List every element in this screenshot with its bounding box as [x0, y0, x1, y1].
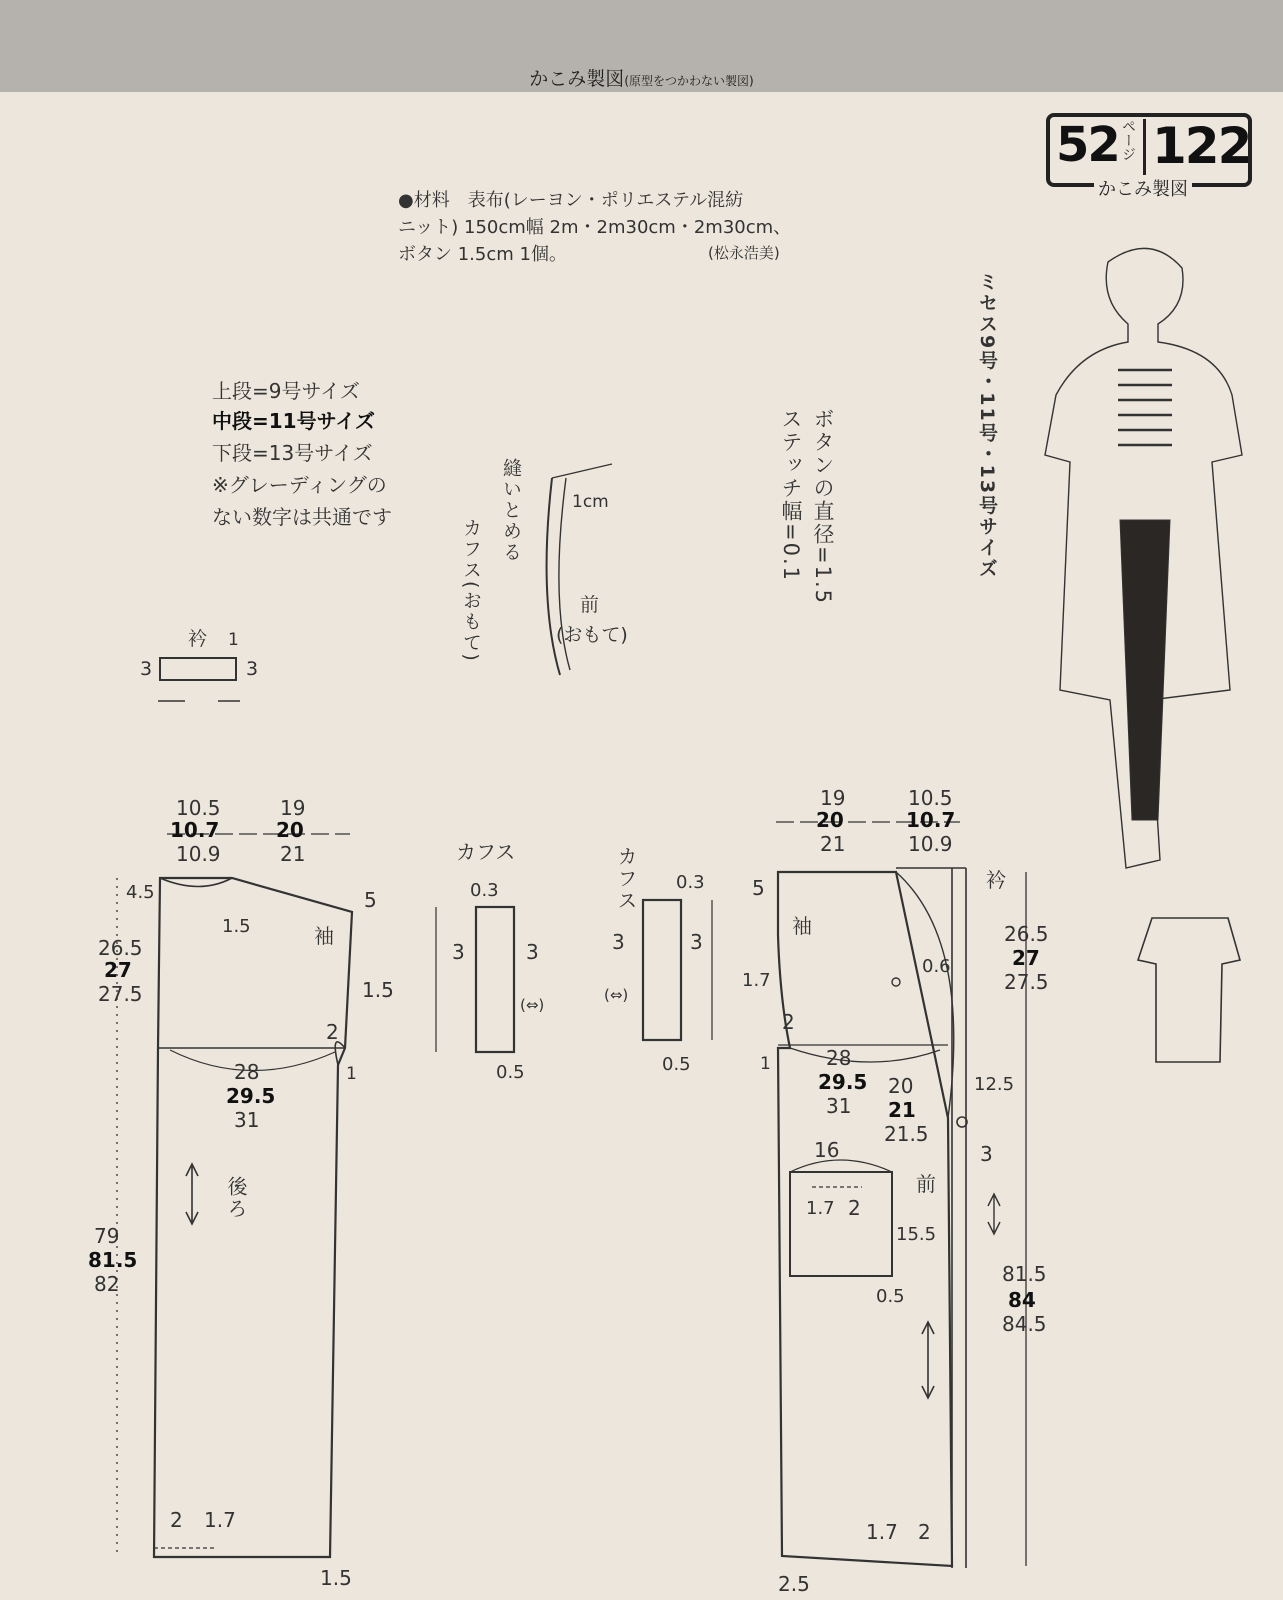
front-width-shoulder-11: 20 [816, 808, 844, 832]
back-height-11: 27 [104, 958, 132, 982]
materials-line-2: ニット) 150cm幅 2m・2m30cm・2m30cm、 [398, 217, 792, 238]
back-d45: 4.5 [126, 882, 155, 903]
back-d15b: 1.5 [362, 978, 394, 1002]
front-hem-2: 2 [918, 1520, 931, 1544]
front-pocket-05: 0.5 [876, 1286, 905, 1307]
cuff2-b: 3 [690, 930, 703, 954]
back-chest-9: 28 [234, 1060, 260, 1084]
front-grain-arrow [922, 1322, 934, 1398]
materials-line-1: ●材料 表布(レーヨン・ポリエステル混紡 [398, 190, 744, 211]
front-d125: 12.5 [974, 1074, 1015, 1095]
front-pocket-top [790, 1160, 892, 1172]
back-d15a: 1.5 [222, 916, 251, 937]
button-note-stitch: ステッチ幅=0.1 [779, 408, 803, 582]
front-chest-arc [790, 1048, 940, 1062]
front-d5: 5 [752, 876, 765, 900]
badge-number: 122 [1152, 117, 1251, 175]
back-width-top-11: 10.7 [170, 818, 220, 842]
cuff-piece-2 [643, 900, 681, 1040]
model-stripes [1118, 370, 1172, 445]
front-d06: 0.6 [922, 956, 951, 977]
cuff1-bottom: 0.5 [496, 1062, 525, 1083]
front-fold-arrow [988, 1194, 1000, 1234]
materials-line-3: ボタン 1.5cm 1個。 [398, 244, 567, 265]
sizes-vertical: ミセス9号・11号・13号サイズ [976, 272, 998, 580]
back-d5: 5 [364, 888, 377, 912]
front-width-neck-11: 10.7 [906, 808, 956, 832]
back-width-shoulder-13: 21 [280, 842, 306, 866]
front-pocket-2: 2 [848, 1196, 861, 1220]
front-d3: 3 [980, 1142, 993, 1166]
front-height-11: 27 [1012, 946, 1040, 970]
cuff1-fold: (⇔) [520, 996, 545, 1014]
cuff1-top: 0.3 [470, 880, 499, 901]
badge-page-label: ページ [1120, 119, 1136, 161]
front-buttonhole-mark [892, 978, 900, 986]
collar-d3b: 3 [246, 658, 259, 680]
back-length-13: 82 [94, 1272, 120, 1296]
cuff-detail-front-sub: (おもて) [556, 624, 628, 646]
back-chest-13: 31 [234, 1108, 260, 1132]
legend-upper: 上段=9号サイズ [212, 379, 360, 403]
cuff-detail-stitch: 縫いとめる [500, 458, 522, 563]
header-title: かこみ製図 [529, 68, 625, 90]
back-width-top-13: 10.9 [176, 842, 221, 866]
front-pos-13: 21.5 [884, 1122, 929, 1146]
front-hem-17: 1.7 [866, 1520, 898, 1544]
front-pocket-155: 15.5 [896, 1224, 937, 1245]
back-hem-2: 2 [170, 1508, 183, 1532]
collar-label: 衿 [188, 628, 208, 650]
front-d25: 2.5 [778, 1572, 810, 1596]
header-subtitle: (原型をつかわない製図) [624, 74, 754, 88]
front-pos-9: 20 [888, 1074, 914, 1098]
front-width-shoulder-13: 21 [820, 832, 846, 856]
back-width-shoulder-11: 20 [276, 818, 304, 842]
front-chest-11: 29.5 [818, 1070, 868, 1094]
front-grain-label: 前 [916, 1172, 936, 1196]
front-width-neck-9: 10.5 [908, 786, 953, 810]
materials-credit: (松永浩美) [708, 244, 780, 262]
back-d1: 1 [346, 1064, 357, 1084]
front-pocket-17: 1.7 [806, 1198, 835, 1219]
cuff1-b: 3 [526, 940, 539, 964]
back-chest-11: 29.5 [226, 1084, 276, 1108]
back-sleeve: 袖 [314, 924, 334, 948]
front-d1: 1 [760, 1054, 771, 1074]
front-height-13: 27.5 [1004, 970, 1049, 994]
back-width-shoulder-9: 19 [280, 796, 306, 820]
collar-d3a: 3 [140, 658, 153, 680]
back-neckline [160, 878, 232, 887]
badge-page: 52 [1056, 117, 1119, 173]
front-length-9: 81.5 [1002, 1262, 1047, 1286]
cuff-detail-thread [552, 464, 612, 478]
front-length-11: 84 [1008, 1288, 1036, 1312]
button-note-diameter: ボタンの直径=1.5 [811, 408, 835, 605]
front-d17: 1.7 [742, 970, 771, 991]
legend-lower: 下段=13号サイズ [212, 441, 373, 465]
front-chest-9: 28 [826, 1046, 852, 1070]
front-pos-11: 21 [888, 1098, 916, 1122]
cuff1-label: カフス [456, 840, 516, 864]
back-width-top-9: 10.5 [176, 796, 221, 820]
cuff-detail-cuffs: カフス(おもて) [460, 518, 482, 663]
back-view-sketch [1138, 918, 1240, 1062]
back-grain-arrow [186, 1164, 198, 1224]
back-length-11: 81.5 [88, 1248, 138, 1272]
front-width-neck-13: 10.9 [908, 832, 953, 856]
front-collar: 衿 [986, 868, 1006, 892]
cuff1-a: 3 [452, 940, 465, 964]
collar-piece [160, 658, 236, 680]
legend-note-1: ※グレーディングの [212, 473, 387, 497]
cuff2-a: 3 [612, 930, 625, 954]
front-chest-13: 31 [826, 1094, 852, 1118]
front-sleeve: 袖 [792, 914, 812, 938]
legend-middle: 中段=11号サイズ [212, 409, 375, 433]
cuff-detail-cm: 1cm [572, 492, 609, 512]
front-d2: 2 [782, 1010, 795, 1034]
back-height-13: 27.5 [98, 982, 143, 1006]
front-length-13: 84.5 [1002, 1312, 1047, 1336]
front-height-9: 26.5 [1004, 922, 1049, 946]
collar-d1: 1 [228, 630, 239, 650]
model-pants [1120, 520, 1170, 820]
cuff2-top: 0.3 [676, 872, 705, 893]
back-hem-15: 1.5 [320, 1566, 352, 1590]
back-height-9: 26.5 [98, 936, 143, 960]
cuff2-fold: (⇔) [604, 986, 629, 1004]
back-grain-label: 後ろ [224, 1176, 248, 1220]
cuff2-bottom: 0.5 [662, 1054, 691, 1075]
front-pocket-width: 16 [814, 1138, 840, 1162]
back-d2: 2 [326, 1020, 339, 1044]
back-hem-17: 1.7 [204, 1508, 236, 1532]
legend-note-2: ない数字は共通です [212, 505, 392, 529]
badge-label: かこみ製図 [1094, 175, 1192, 201]
front-width-shoulder-9: 19 [820, 786, 846, 810]
back-length-9: 79 [94, 1224, 120, 1248]
cuff-detail-front: 前 [580, 594, 600, 616]
back-piece-outline [154, 878, 352, 1557]
cuff2-label: カフス [614, 846, 638, 912]
cuff-piece-1 [476, 907, 514, 1052]
